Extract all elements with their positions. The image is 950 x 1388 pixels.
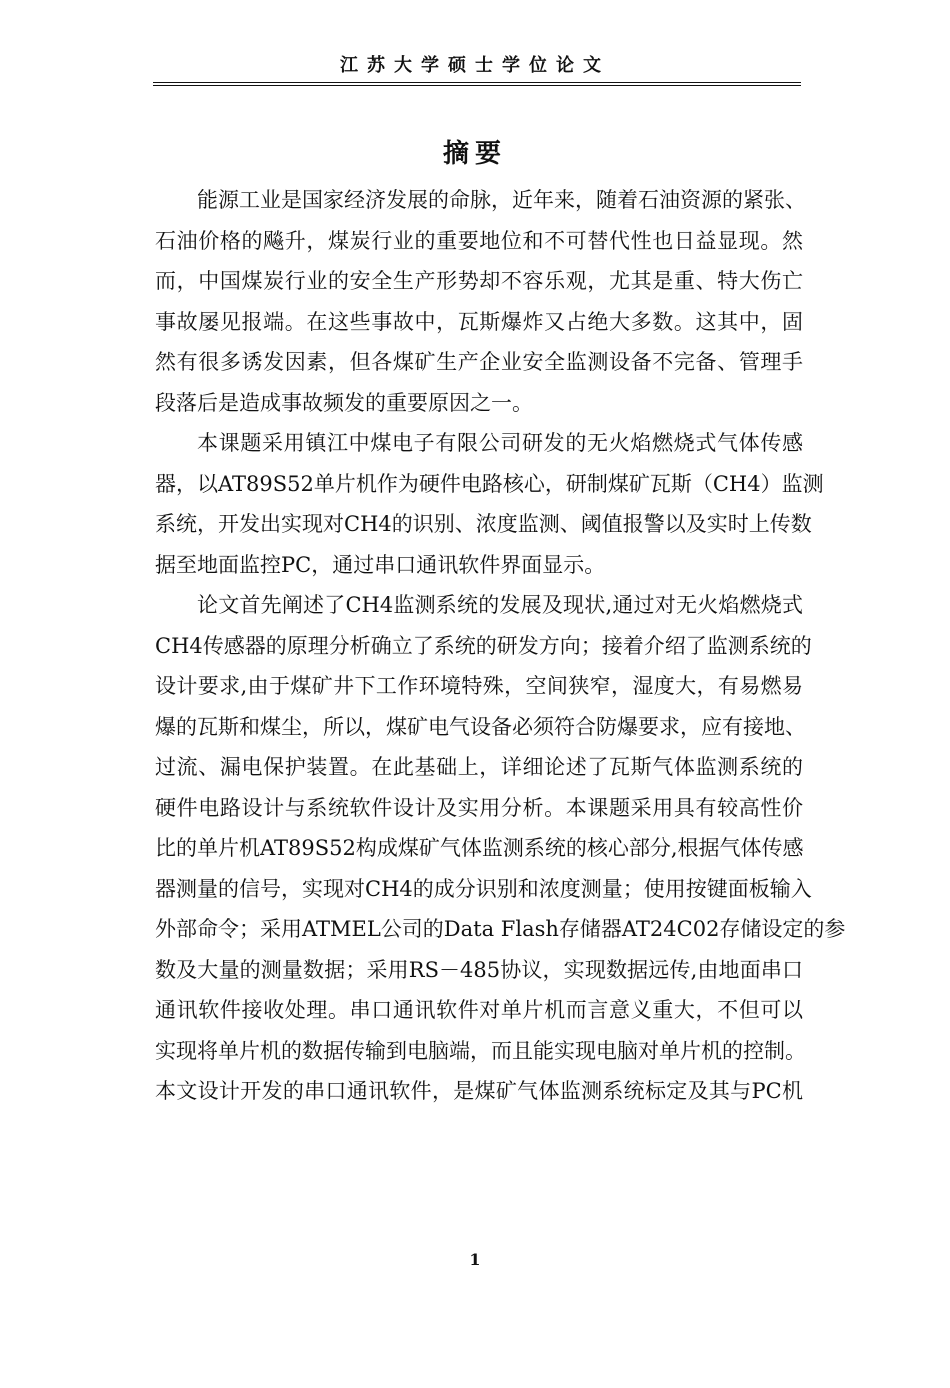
paragraph-3-line-13: 本文设计开发的串口通讯软件，是煤矿气体监测系统标定及其与PC机 xyxy=(155,1079,803,1103)
paragraph-2-line-4: 据至地面监控PC，通过串口通讯软件界面显示。 xyxy=(155,552,606,577)
paragraph-3-line-2: CH4传感器的原理分析确立了系统的研发方向；接着介绍了监测系统的 xyxy=(155,633,812,658)
paragraph-1-line-6: 段落后是造成事故频发的重要原因之一。 xyxy=(155,390,533,415)
paragraph-1-line-4: 事故屡见报端。在这些事故中，瓦斯爆炸又占绝大多数。这其中，固 xyxy=(155,309,803,334)
header-rule xyxy=(153,82,801,86)
paragraph-3-line-6: 硬件电路设计与系统软件设计及实用分析。本课题采用具有较高性价 xyxy=(155,795,803,820)
paragraph-2-line-2: 器，以AT89S52单片机作为硬件电路核心，研制煤矿瓦斯（CH4）监测 xyxy=(155,471,824,496)
paragraph-1-line-5: 然有很多诱发因素，但各煤矿生产企业安全监测设备不完备、管理手 xyxy=(155,350,803,374)
running-header: 江苏大学硕士学位论文 xyxy=(340,55,610,76)
paragraph-2-line-3: 系统，开发出实现对CH4的识别、浓度监测、阈值报警以及实时上传数 xyxy=(155,512,812,536)
paragraph-3-line-9: 外部命令；采用ATMEL公司的Data Flash存储器AT24C02存储设定的参 xyxy=(155,917,846,941)
paragraph-3-line-5: 过流、漏电保护装置。在此基础上，详细论述了瓦斯气体监测系统的 xyxy=(155,755,803,779)
paragraph-3-line-8: 器测量的信号，实现对CH4的成分识别和浓度测量；使用按键面板输入 xyxy=(155,876,812,901)
paragraph-3-line-4: 爆的瓦斯和煤尘，所以，煤矿电气设备必须符合防爆要求，应有接地、 xyxy=(155,714,806,739)
page-number: 1 xyxy=(469,1250,481,1269)
abstract-title: 摘要 xyxy=(442,139,507,169)
paragraph-3-line-3: 设计要求,由于煤矿井下工作环境特殊，空间狭窄，湿度大，有易燃易 xyxy=(155,674,803,698)
paragraph-3-line-10: 数及大量的测量数据；采用RS－485协议，实现数据远传,由地面串口 xyxy=(155,957,803,982)
paragraph-3-line-11: 通讯软件接收处理。串口通讯软件对单片机而言意义重大，不但可以 xyxy=(155,998,803,1022)
abstract-body xyxy=(155,180,846,1112)
paragraph-1-line-1: 能源工业是国家经济发展的命脉，近年来，随着石油资源的紧张、 xyxy=(197,188,806,212)
paragraph-1-line-2: 石油价格的飚升，煤炭行业的重要地位和不可替代性也日益显现。然 xyxy=(155,228,803,253)
paragraph-3-line-1: 论文首先阐述了CH4监测系统的发展及现状,通过对无火焰燃烧式 xyxy=(197,593,803,617)
paragraph-3-line-7: 比的单片机AT89S52构成煤矿气体监测系统的核心部分,根据气体传感 xyxy=(155,836,804,860)
paragraph-3-line-12: 实现将单片机的数据传输到电脑端，而且能实现电脑对单片机的控制。 xyxy=(155,1038,806,1063)
paragraph-2-line-1: 本课题采用镇江中煤电子有限公司研发的无火焰燃烧式气体传感 xyxy=(197,431,803,455)
paragraph-1-line-3: 而，中国煤炭行业的安全生产形势却不容乐观，尤其是重、特大伤亡 xyxy=(155,269,803,293)
